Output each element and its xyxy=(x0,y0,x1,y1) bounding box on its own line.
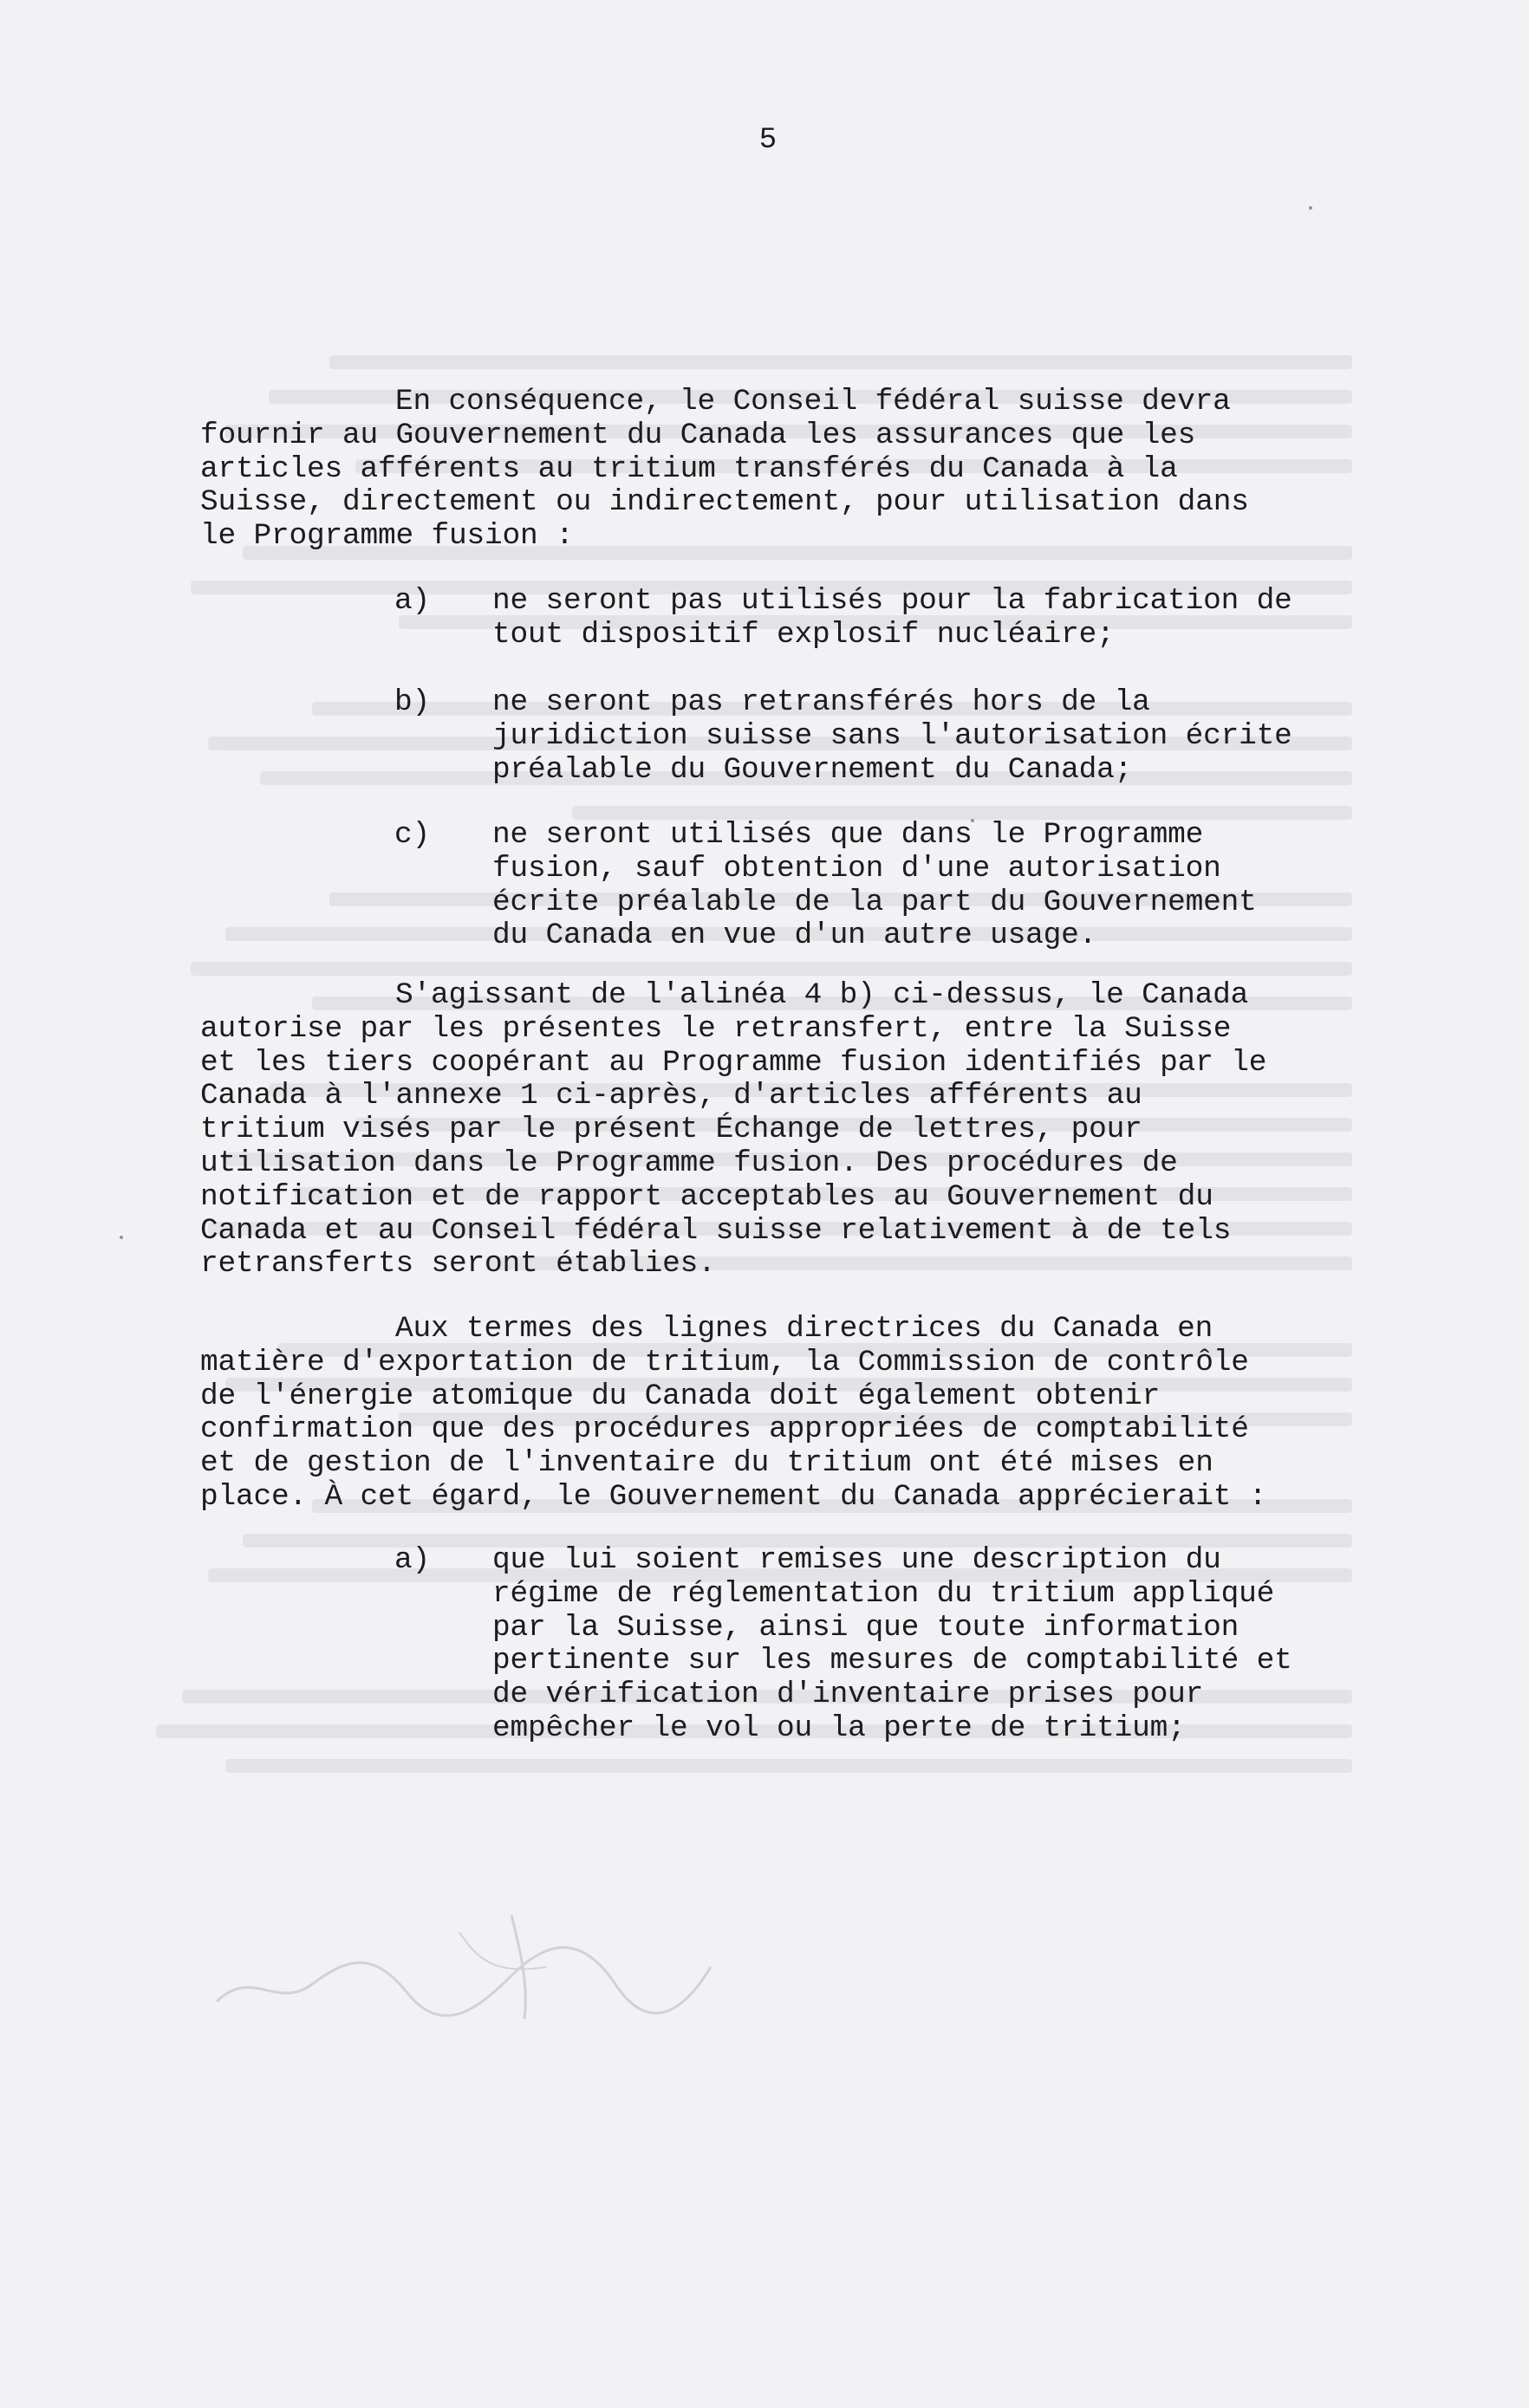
paragraph-retransfer xyxy=(200,979,1379,1282)
text-line: Suisse, directement ou indirectement, pour utilisation dans xyxy=(200,485,1249,520)
text-line: ne seront utilisés que dans le Programme xyxy=(492,818,1204,852)
text-line: pertinente sur les mesures de comptabilité et xyxy=(492,1644,1292,1678)
text-line: matière d'exportation de tritium, la Commission de contrôle xyxy=(200,1345,1249,1379)
text-line: et de gestion de l'inventaire du tritium ont été mises en xyxy=(200,1446,1213,1481)
text-line: tout dispositif explosif nucléaire; xyxy=(492,617,1115,652)
text-line: ne seront pas retransférés hors de la xyxy=(492,685,1150,719)
signature-bleed-through xyxy=(199,1880,719,2036)
text-line: de l'énergie atomique du Canada doit également obtenir xyxy=(200,1379,1161,1413)
text-line: Canada et au Conseil fédéral suisse relativement à de tels xyxy=(200,1213,1232,1248)
text-line: fournir au Gouvernement du Canada les assurances que les xyxy=(200,418,1196,452)
text-line: autorise par les présentes le retransfert, entre la Suisse xyxy=(200,1011,1232,1046)
page-number: 5 xyxy=(758,124,778,157)
text-line: utilisation dans le Programme fusion. Des procédures de xyxy=(200,1146,1178,1180)
text-line: fusion, sauf obtention d'une autorisation xyxy=(492,851,1221,886)
text-line: tritium visés par le présent Échange de lettres, pour xyxy=(200,1113,1142,1147)
text-line: En conséquence, le Conseil fédéral suisse devra xyxy=(395,385,1231,419)
text-line: ne seront pas utilisés pour la fabrication de xyxy=(492,584,1292,618)
text-line: de vérification d'inventaire prises pour xyxy=(492,1678,1204,1712)
list-marker: b) xyxy=(394,685,431,719)
list-marker: c) xyxy=(394,818,431,852)
text-line: place. À cet égard, le Gouvernement du Canada apprécierait : xyxy=(200,1479,1267,1514)
text-line: articles afférents au tritium transférés du Canada à la xyxy=(200,451,1178,486)
text-line: Aux termes des lignes directrices du Canada en xyxy=(395,1312,1213,1346)
text-line: par la Suisse, ainsi que toute information xyxy=(492,1610,1239,1645)
text-line: écrite préalable de la part du Gouvernement xyxy=(492,885,1257,919)
paper-speck xyxy=(1309,206,1312,210)
text-line: que lui soient remises une description du xyxy=(492,1543,1221,1577)
text-line: S'agissant de l'alinéa 4 b) ci-dessus, le Canada xyxy=(395,978,1249,1012)
paper-speck xyxy=(120,1236,123,1239)
list-marker: a) xyxy=(394,1543,431,1577)
text-line: et les tiers coopérant au Programme fusion identifiés par le xyxy=(200,1045,1267,1080)
text-line: confirmation que des procédures appropriées de comptabilité xyxy=(200,1412,1249,1447)
text-line: Canada à l'annexe 1 ci-après, d'articles afférents au xyxy=(200,1079,1142,1113)
text-line: empêcher le vol ou la perte de tritium; xyxy=(492,1710,1186,1745)
paragraph-assurances xyxy=(200,386,1379,554)
paragraph-guidelines xyxy=(200,1313,1379,1515)
text-line: du Canada en vue d'un autre usage. xyxy=(492,918,1097,953)
list-marker: a) xyxy=(394,584,431,618)
text-line: juridiction suisse sans l'autorisation écrite xyxy=(492,718,1292,753)
text-line: régime de réglementation du tritium appliqué xyxy=(492,1576,1275,1611)
text-line: préalable du Gouvernement du Canada; xyxy=(492,752,1133,787)
text-line: notification et de rapport acceptables au Gouvernement du xyxy=(200,1179,1213,1214)
text-line: le Programme fusion : xyxy=(200,519,574,554)
text-line: retransferts seront établies. xyxy=(200,1247,716,1282)
